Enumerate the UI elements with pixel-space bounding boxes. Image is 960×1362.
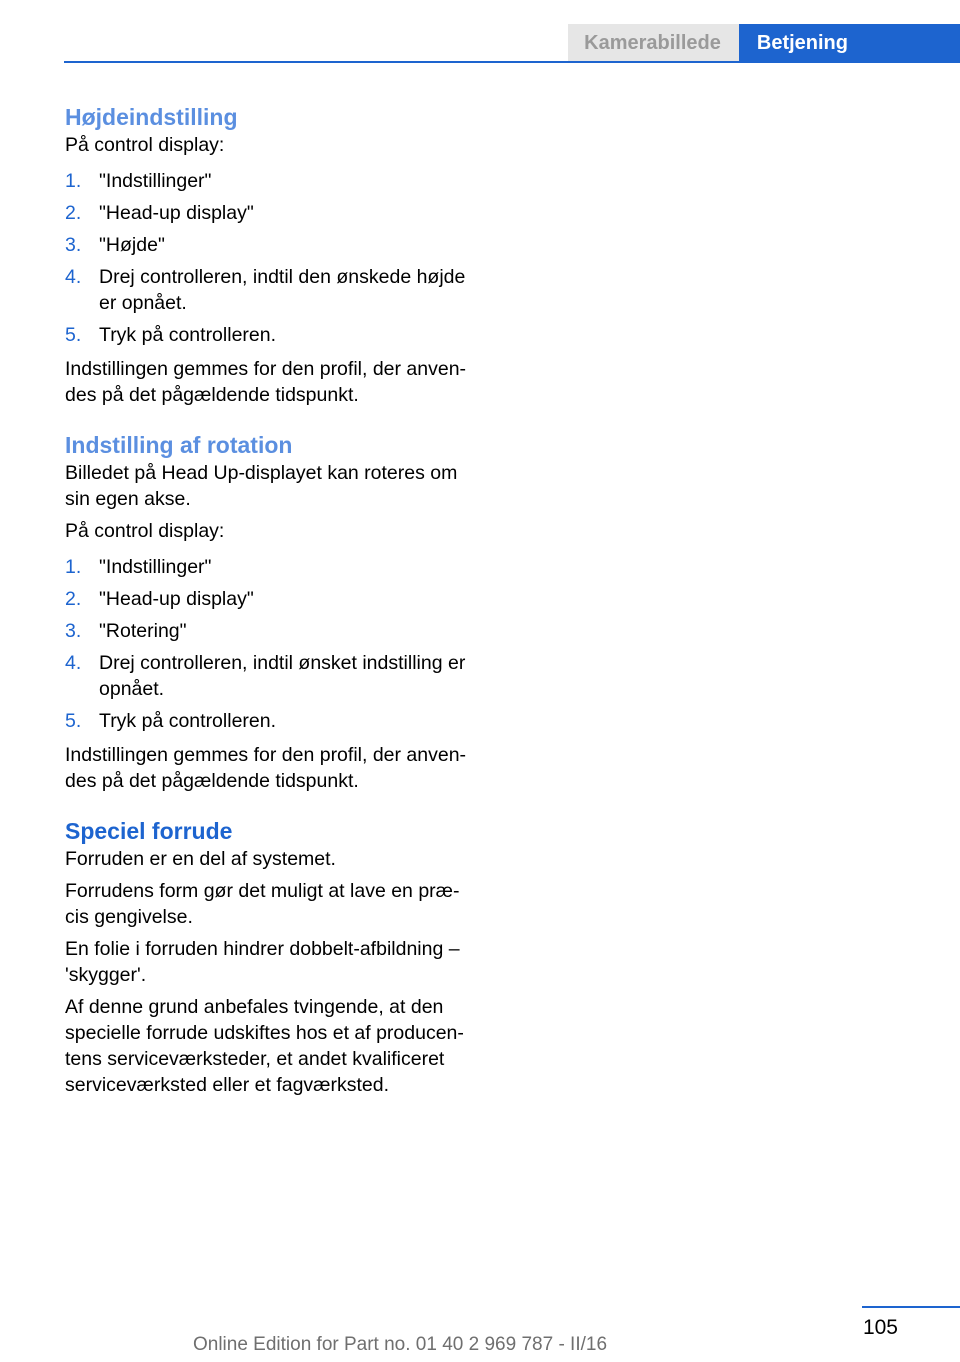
note-text: Indstillingen gemmes for den profil, der anven‐des på det pågældende tidspunkt.	[65, 744, 467, 792]
step-number: 2.	[65, 588, 82, 610]
list-item	[65, 554, 480, 580]
list-item	[65, 650, 480, 702]
list-item	[65, 232, 480, 258]
step-text: "Indstillinger"	[99, 556, 212, 578]
step-text: "Indstillinger"	[99, 170, 212, 192]
footer-edition-text: Online Edition for Part no. 01 40 2 969 787 - II/16	[192, 1334, 608, 1355]
page-number: 105	[862, 1316, 898, 1339]
step-text: Drej controlleren, indtil ønsket indstilling er opnået.	[99, 652, 466, 700]
intro-text: På control display:	[65, 134, 225, 156]
list-item	[65, 618, 480, 644]
list-item	[65, 200, 480, 226]
step-text: "Rotering"	[99, 620, 187, 642]
list-item	[65, 708, 480, 734]
step-number: 5.	[65, 324, 82, 346]
step-text: Drej controlleren, indtil den ønskede højde er opnået.	[99, 266, 466, 314]
intro-text: På control display:	[65, 520, 225, 542]
step-number: 4.	[65, 266, 82, 288]
step-text: "Head-up display"	[99, 588, 254, 610]
steps-list	[65, 554, 480, 734]
step-number: 5.	[65, 710, 82, 732]
paragraph: En folie i forruden hindrer dobbelt-afbildning – 'skygger'.	[65, 938, 460, 986]
section-rotation	[65, 430, 480, 794]
paragraph: Billedet på Head Up-displayet kan roteres om sin egen akse.	[65, 462, 458, 510]
header-rule	[64, 61, 960, 63]
heading-hoejdeindstilling: Højdeindstilling	[65, 104, 238, 130]
step-number: 3.	[65, 234, 82, 256]
paragraph: Forrudens form gør det muligt at lave en præ‐cis gengivelse.	[65, 880, 460, 928]
step-number: 1.	[65, 556, 82, 578]
list-item	[65, 586, 480, 612]
steps-list	[65, 168, 480, 348]
step-text: Tryk på controlleren.	[99, 324, 277, 346]
step-number: 1.	[65, 170, 82, 192]
list-item	[65, 322, 480, 348]
step-text: "Head-up display"	[99, 202, 254, 224]
step-text: Tryk på controlleren.	[99, 710, 277, 732]
footer-edition-wrap	[0, 1334, 960, 1356]
note-text: Indstillingen gemmes for den profil, der anven‐des på det pågældende tidspunkt.	[65, 358, 467, 406]
step-number: 3.	[65, 620, 82, 642]
page-number-rule	[862, 1306, 960, 1308]
paragraph: Af denne grund anbefales tvingende, at den specielle forrude udskiftes hos et af producen‐tens serviceværksteder, et andet kvalificeret serviceværksted eller et fagværksted.	[65, 996, 464, 1096]
step-number: 4.	[65, 652, 82, 674]
step-text: "Højde"	[99, 234, 165, 256]
heading-speciel-forrude: Speciel forrude	[65, 818, 233, 844]
list-item	[65, 264, 480, 316]
section-forrude	[65, 816, 480, 1098]
heading-rotation: Indstilling af rotation	[65, 432, 293, 458]
page-content	[65, 102, 480, 1104]
step-number: 2.	[65, 202, 82, 224]
list-item	[65, 168, 480, 194]
section-tab: Kamerabillede	[568, 24, 739, 62]
header-tabs	[568, 24, 960, 62]
paragraph: Forruden er en del af systemet.	[65, 848, 336, 870]
chapter-tab: Betjening	[739, 24, 960, 62]
